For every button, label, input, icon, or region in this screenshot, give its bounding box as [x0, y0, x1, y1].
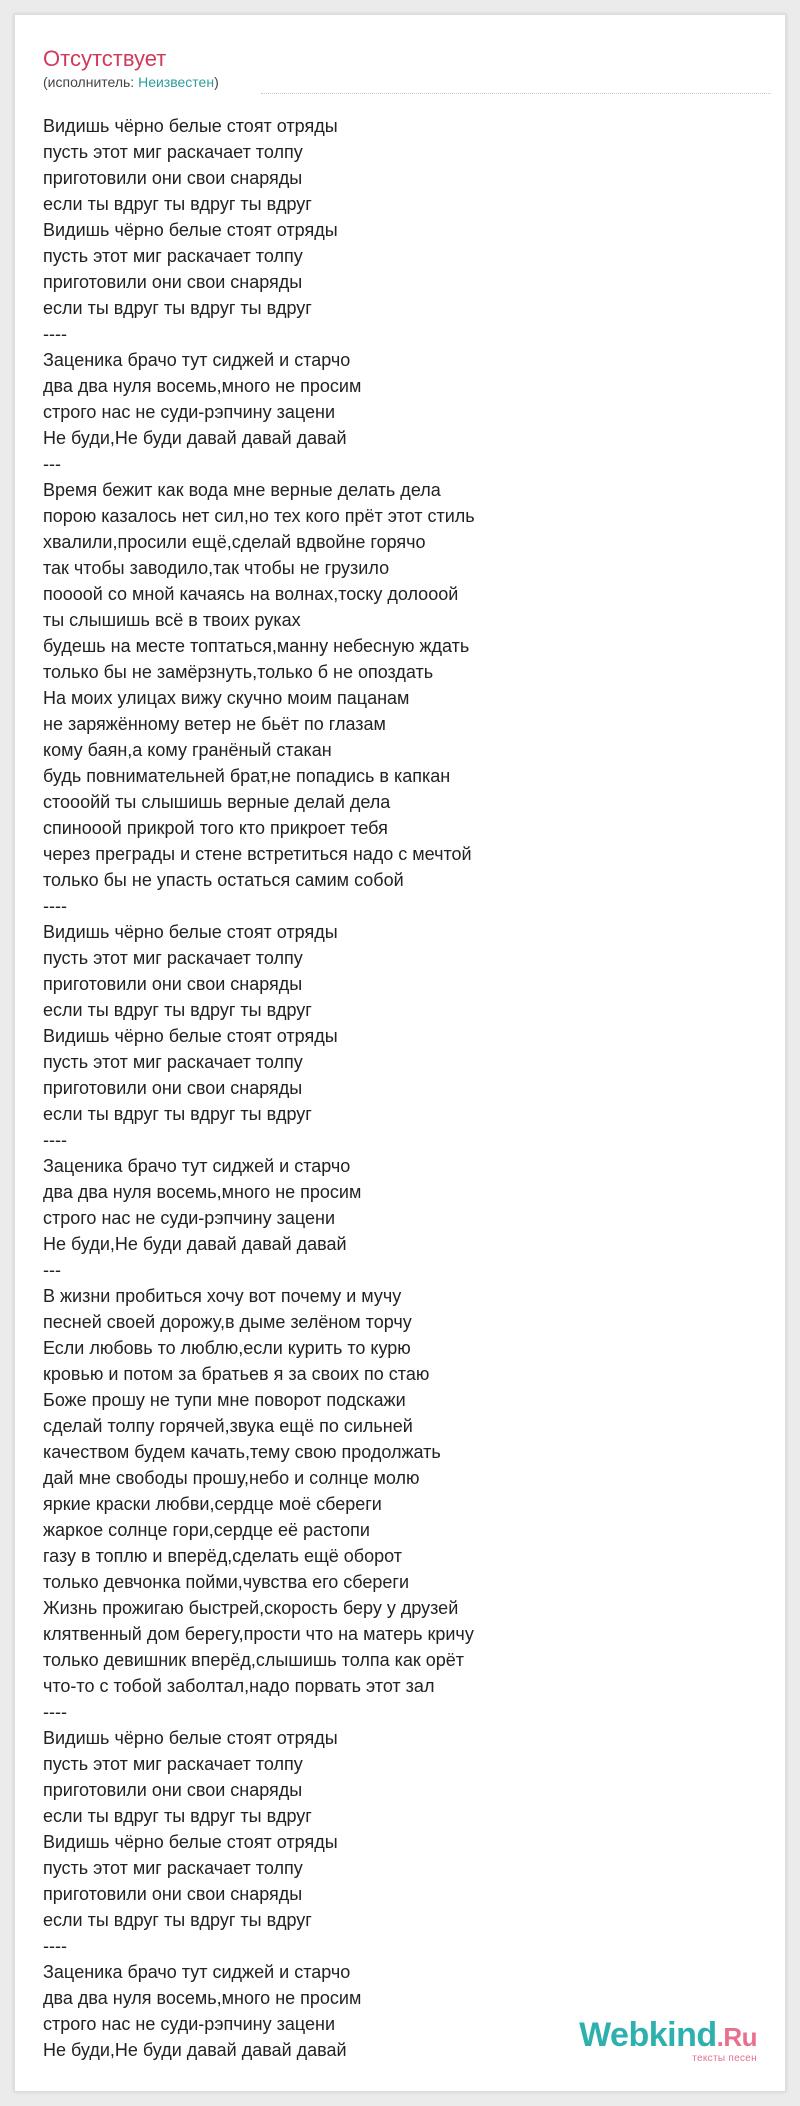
lyric-line: пусть этот миг раскачает толпу [43, 246, 303, 266]
lyric-line: приготовили они свои снаряды [43, 1780, 303, 1800]
lyric-line: На моих улицах вижу скучно моим пацанам [43, 688, 410, 708]
logo-wordmark [579, 2017, 757, 2055]
lyric-line: качеством будем качать,тему свою продолжать [43, 1442, 441, 1462]
artist-line [43, 73, 219, 91]
lyric-line: Не буди,Не буди давай давай давай [43, 2040, 347, 2060]
lyric-line: сделай толпу горячей,звука ещё по сильней [43, 1416, 413, 1436]
lyric-line: Не буди,Не буди давай давай давай [43, 1234, 347, 1254]
header-divider [261, 93, 771, 94]
lyric-line: Видишь чёрно белые стоят отряды [43, 1026, 338, 1046]
lyric-line: не заряжённому ветер не бьёт по глазам [43, 714, 386, 734]
lyric-line: спинооой прикрой того кто прикроет тебя [43, 818, 388, 838]
lyric-line: пусть этот миг раскачает толпу [43, 1052, 303, 1072]
lyric-line: хвалили,просили ещё,сделай вдвойне горячо [43, 532, 426, 552]
lyric-line: Боже прошу не тупи мне поворот подскажи [43, 1390, 406, 1410]
logo-suffix-text: .Ru [716, 2022, 757, 2052]
lyric-line: Видишь чёрно белые стоят отряды [43, 922, 338, 942]
lyric-line: только девчонка пойми,чувства его сбереги [43, 1572, 410, 1592]
lyric-line: клятвенный дом берегу,прости что на матерь кричу [43, 1624, 474, 1644]
lyric-line: газу в топлю и вперёд,сделать ещё оборот [43, 1546, 402, 1566]
lyric-line: Зацeника брачо тут сиджей и старчо [43, 1156, 351, 1176]
lyric-line: приготовили они свои снаряды [43, 1884, 303, 1904]
lyric-line: --- [43, 454, 61, 474]
lyric-line: если ты вдруг ты вдруг ты вдруг [43, 1806, 312, 1826]
lyric-line: строго нас не суди-рэпчину зацени [43, 402, 335, 422]
lyric-line: если ты вдруг ты вдруг ты вдруг [43, 1910, 312, 1930]
artist-link[interactable]: Неизвестен [138, 74, 215, 90]
lyric-line: приготовили они свои снаряды [43, 168, 303, 188]
lyric-line: если ты вдруг ты вдруг ты вдруг [43, 194, 312, 214]
lyric-line: Видишь чёрно белые стоят отряды [43, 1728, 338, 1748]
lyric-line: два два нуля восемь,много не просим [43, 376, 362, 396]
lyric-line: Видишь чёрно белые стоят отряды [43, 116, 338, 136]
lyric-line: только девишник вперёд,слышишь толпа как орёт [43, 1650, 465, 1670]
lyric-line: если ты вдруг ты вдруг ты вдруг [43, 298, 312, 318]
lyric-line: если ты вдруг ты вдруг ты вдруг [43, 1104, 312, 1124]
lyric-line: пусть этот миг раскачает толпу [43, 142, 303, 162]
logo-subtitle: тексты песен [692, 2053, 757, 2064]
lyric-line: через преграды и стене встретиться надо с мечтой [43, 844, 472, 864]
lyrics-card [14, 14, 786, 2092]
artist-suffix: ) [214, 74, 219, 90]
lyric-line: ---- [43, 324, 67, 344]
lyric-line: что-то с тобой заболтал,надо порвать этот зал [43, 1676, 435, 1696]
lyric-line: пусть этот миг раскачает толпу [43, 948, 303, 968]
lyric-line: Зацeника брачо тут сиджей и старчо [43, 1962, 351, 1982]
lyric-line: кровью и потом за братьев я за своих по стаю [43, 1364, 430, 1384]
lyric-line: пусть этот миг раскачает толпу [43, 1858, 303, 1878]
logo-main-text: Webkind [579, 2016, 717, 2054]
lyric-line: пусть этот миг раскачает толпу [43, 1754, 303, 1774]
lyric-line: только бы не упасть остаться самим собой [43, 870, 404, 890]
lyric-line: приготовили они свои снаряды [43, 272, 303, 292]
lyric-line: ты слышишь всё в твоих руках [43, 610, 301, 630]
lyric-line: строго нас не суди-рэпчину зацени [43, 2014, 335, 2034]
song-title: Отсутствует [43, 46, 167, 71]
lyric-line: жаркое солнце гори,сердце её растопи [43, 1520, 370, 1540]
lyric-line: кому баян,а кому гранёный стакан [43, 740, 332, 760]
lyric-line: Зацeника брачо тут сиджей и старчо [43, 350, 351, 370]
lyric-line: песней своей дорожу,в дыме зелёном торчу [43, 1312, 412, 1332]
lyric-line: ---- [43, 1936, 67, 1956]
lyric-line: В жизни пробиться хочу вот почему и мучу [43, 1286, 402, 1306]
lyric-line: яркие краски любви,сердце моё сбереги [43, 1494, 382, 1514]
lyric-line: два два нуля восемь,много не просим [43, 1182, 362, 1202]
lyric-line: Видишь чёрно белые стоят отряды [43, 1832, 338, 1852]
lyric-line: стооойй ты слышишь верные делай дела [43, 792, 391, 812]
lyric-line: приготовили они свои снаряды [43, 1078, 303, 1098]
lyric-line: порою казалось нет сил,но тех кого прёт этот стиль [43, 506, 475, 526]
lyric-line: поооой со мной качаясь на волнах,тоску долооой [43, 584, 459, 604]
lyric-line: так чтобы заводило,так чтобы не грузило [43, 558, 390, 578]
lyric-line: строго нас не суди-рэпчину зацени [43, 1208, 335, 1228]
lyrics-text [43, 113, 763, 2063]
lyric-line: ---- [43, 1702, 67, 1722]
site-logo[interactable] [579, 2017, 757, 2065]
lyric-line: Жизнь прожигаю быстрей,скорость беру у друзей [43, 1598, 459, 1618]
lyric-line: Не буди,Не буди давай давай давай [43, 428, 347, 448]
lyric-line: Время бежит как вода мне верные делать дела [43, 480, 441, 500]
lyric-line: дай мне свободы прошу,небо и солнце молю [43, 1468, 420, 1488]
lyric-line: если ты вдруг ты вдруг ты вдруг [43, 1000, 312, 1020]
lyric-line: будешь на месте топтаться,манну небесную ждать [43, 636, 470, 656]
lyric-line: только бы не замёрзнуть,только б не опоздать [43, 662, 434, 682]
lyric-line: ---- [43, 896, 67, 916]
lyric-line: Видишь чёрно белые стоят отряды [43, 220, 338, 240]
lyric-line: два два нуля восемь,много не просим [43, 1988, 362, 2008]
lyric-line: --- [43, 1260, 61, 1280]
artist-prefix: (исполнитель: [43, 74, 139, 90]
lyric-line: ---- [43, 1130, 67, 1150]
lyric-line: приготовили они свои снаряды [43, 974, 303, 994]
lyric-line: будь повнимательней брат,не попадись в капкан [43, 766, 451, 786]
lyric-line: Если любовь то люблю,если курить то курю [43, 1338, 411, 1358]
